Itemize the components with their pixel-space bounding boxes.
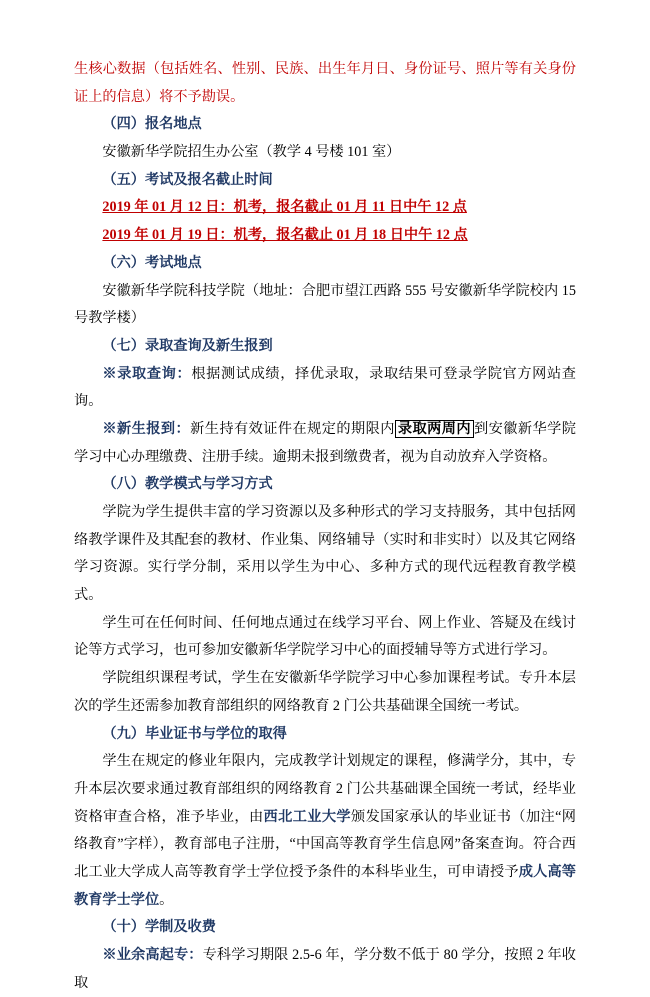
- heading-section-10: （十）学制及收费: [102, 919, 216, 936]
- text-admission-query: 根据测试成绩，择优录取，录取结果可登录学院官方网站查询。: [74, 365, 576, 410]
- heading-section-5: （五）考试及报名截止时间: [102, 171, 273, 188]
- label-admission-query: ※录取查询：: [102, 365, 192, 382]
- boxed-two-weeks: 录取两周内: [395, 420, 474, 438]
- seg-plain-2: 颁发国家承认的毕业证书（加注“网络教育”字样），教育部电子注册，“中国高等教育学生信息网”备案查询。符合西北工业大学成人高等教育学士学位授予条件的本科毕业生，可申请授予: [74, 808, 576, 880]
- seg-plain-1: 学生在规定的修业年限内，完成教学计划规定的课程，修满学分，其中，专升本层次要求通过教育部组织的网络教育 2 门公共基础课全国统一考试，经毕业资格审查合格，准予毕业，由: [74, 753, 576, 825]
- heading-section-4: （四）报名地点: [102, 116, 202, 133]
- text-part-time-college: 专科学习期限 2.5-6 年，学分数不低于 80 学分，按照 2 年收取: [74, 947, 576, 991]
- heading-section-8: （八）教学模式与学习方式: [102, 476, 273, 493]
- paragraph-section-8-body-2: 学生可在任何时间、任何地点通过在线学习平台、网上作业、答疑及在线讨论等方式学习，也可参加安徽新华学院学习中心的面授辅导等方式进行学习。: [74, 614, 576, 659]
- heading-section-9: （九）毕业证书与学位的取得: [102, 725, 287, 742]
- paragraph-section-6-body: 安徽新华学院科技学院（地址：合肥市望江西路 555 号安徽新华学院校内 15 号教学楼）: [74, 282, 576, 327]
- paragraph-section-10-body: [74, 942, 576, 997]
- paragraph-admission-query: [74, 361, 576, 416]
- seg-university-name: 西北工业大学: [263, 808, 352, 825]
- document-body: [74, 56, 576, 997]
- label-new-student-report: ※新生报到：: [102, 420, 191, 437]
- text-report-after: 到安徽新华学院学习中心办理缴费、注册手续。逾期未报到缴费者，视为自动放弃入学资格。: [74, 420, 576, 465]
- paragraph-new-student-report: [74, 416, 576, 471]
- paragraph-section-9-body: [74, 748, 576, 914]
- paragraph-section-8-body-3: 学院组织课程考试，学生在安徽新华学院学习中心参加课程考试。专升本层次的学生还需参加教育部组织的网络教育 2 门公共基础课全国统一考试。: [74, 670, 576, 714]
- exam-date-line-1: 2019 年 01 月 12 日：机考，报名截止 01 月 11 日中午 12 点: [102, 199, 467, 216]
- exam-date-line-2: 2019 年 01 月 19 日：机考，报名截止 01 月 18 日中午 12 点: [102, 227, 468, 244]
- paragraph-section-4-body: 安徽新华学院招生办公室（教学 4 号楼 101 室）: [102, 144, 401, 161]
- heading-section-6: （六）考试地点: [102, 254, 202, 271]
- label-part-time-college: ※业余高起专：: [102, 947, 203, 963]
- paragraph-intro-continuation: 生核心数据（包括姓名、性别、民族、出生年月日、身份证号、照片等有关身份证上的信息）将不予勘误。: [74, 61, 576, 105]
- seg-degree-name: 成人高等教育学士学位: [74, 863, 576, 908]
- text-report-before: 新生持有效证件在规定的期限内: [190, 420, 395, 437]
- paragraph-section-8-body-1: 学院为学生提供丰富的学习资源以及多种形式的学习支持服务，其中包括网络教学课件及其配套的教材、作业集、网络辅导（实时和非实时）以及其它网络学习资源。实行学分制，采用以学生为中心、多种方式的现代远程教育教学模式。: [74, 504, 576, 604]
- heading-section-7: （七）录取查询及新生报到: [102, 337, 273, 354]
- seg-plain-3: 。: [159, 891, 174, 908]
